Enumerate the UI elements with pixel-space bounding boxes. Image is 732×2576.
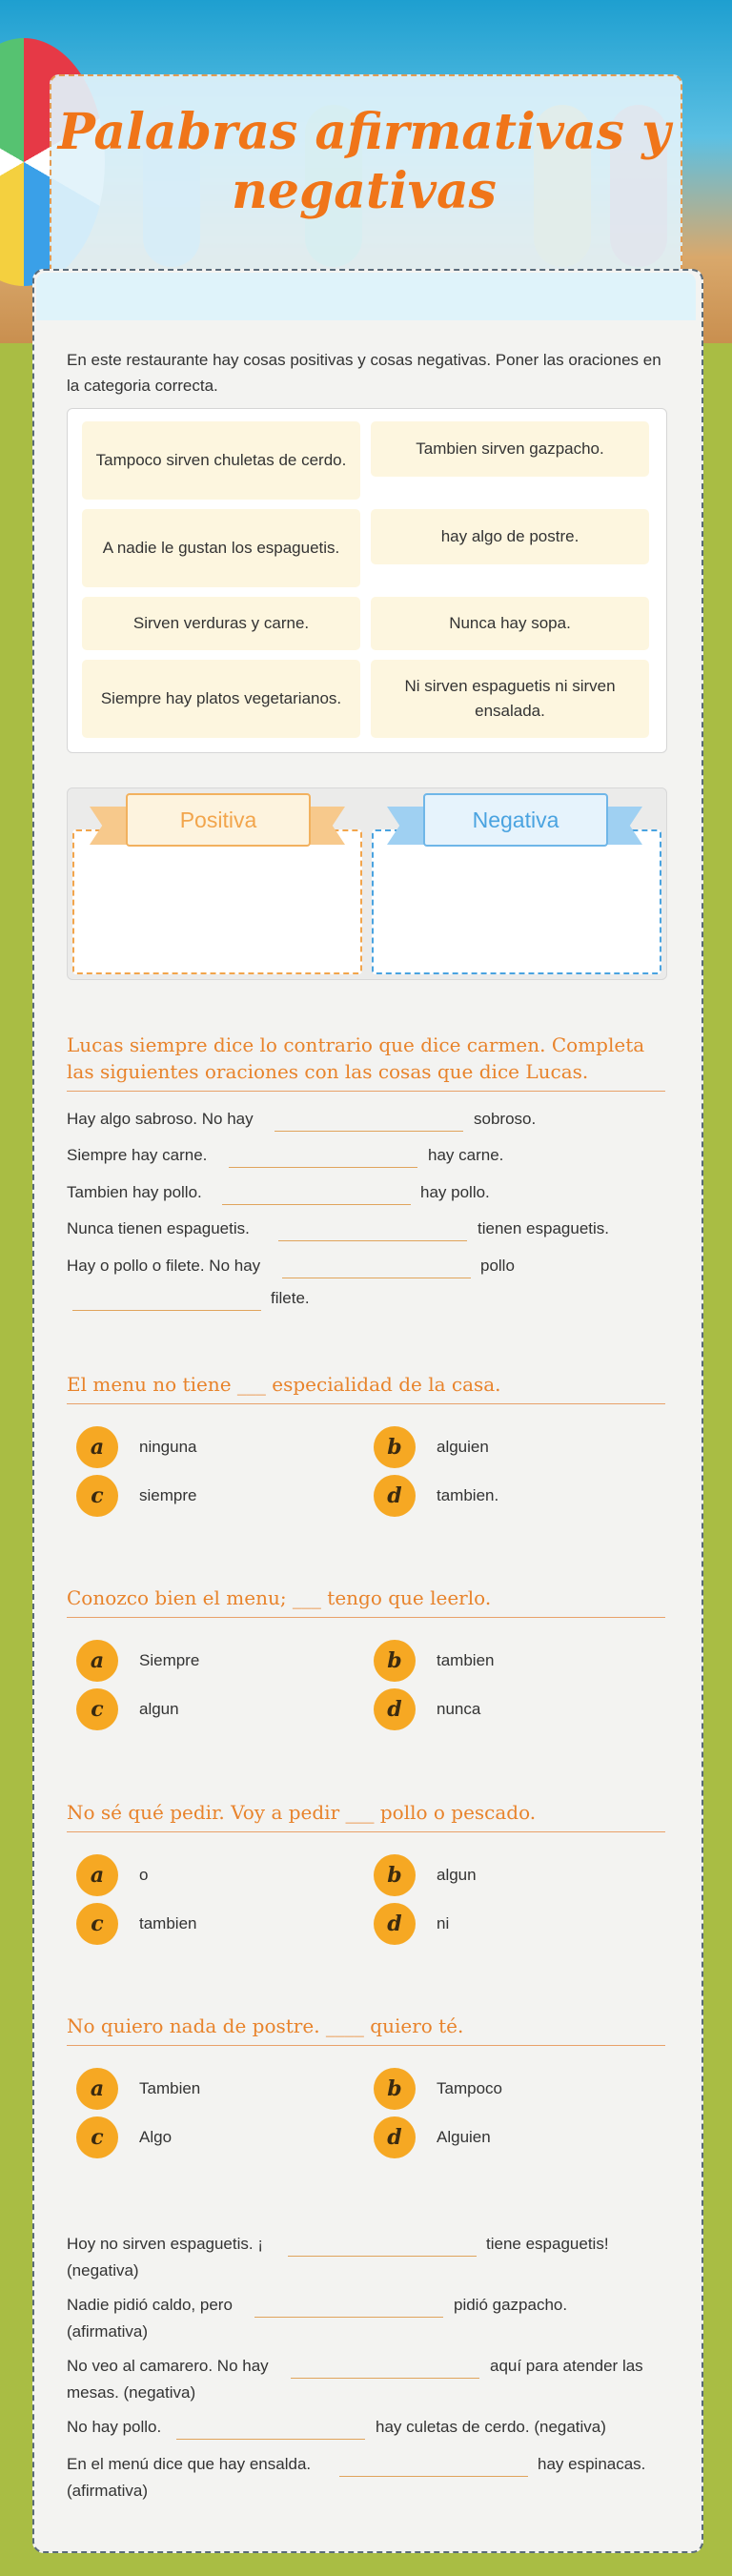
sentence-before: No veo al camarero. No hay	[67, 2357, 269, 2375]
question-title: El menu no tiene ___ especialidad de la casa.	[67, 1371, 665, 1404]
answer-option-d[interactable]	[374, 1475, 498, 1517]
sentence-after: hay culetas de cerdo. (negativa)	[376, 2418, 606, 2436]
option-letter: a	[76, 2068, 118, 2110]
sentence-after: hay carne.	[428, 1146, 504, 1164]
option-label: ni	[437, 1914, 450, 1932]
answer-blank[interactable]	[291, 2353, 479, 2379]
answer-option-c[interactable]	[76, 2116, 172, 2158]
sentence-after: (afirmativa)	[67, 2482, 149, 2500]
option-label: tambien.	[437, 1486, 499, 1504]
answer-option-d[interactable]	[374, 2116, 491, 2158]
question-title: No quiero nada de postre. ____ quiero té.	[67, 2013, 665, 2046]
option-label: Algo	[139, 2128, 173, 2146]
answer-blank[interactable]	[222, 1179, 411, 1205]
answer-blank[interactable]	[229, 1142, 417, 1168]
option-letter: c	[76, 1688, 118, 1730]
option-letter: c	[76, 1903, 118, 1945]
sentence-before: Siempre hay carne.	[67, 1146, 208, 1164]
option-letter: b	[374, 1854, 416, 1896]
answer-blank[interactable]	[176, 2414, 365, 2440]
category-label-positiva: Positiva	[126, 793, 311, 847]
answer-blank[interactable]	[72, 1285, 261, 1311]
option-label: nunca	[437, 1700, 481, 1718]
answer-option-b[interactable]	[374, 1640, 494, 1682]
drag-item[interactable]: A nadie le gustan los espaguetis.	[82, 509, 360, 587]
option-label: algun	[437, 1866, 477, 1884]
option-label: tambien	[437, 1651, 495, 1669]
option-label: Siempre	[139, 1651, 200, 1669]
sentence-after: mesas. (negativa)	[67, 2383, 196, 2402]
answer-option-c[interactable]	[76, 1903, 196, 1945]
answer-option-a[interactable]	[76, 1854, 148, 1896]
sentence-after: filete.	[271, 1289, 310, 1307]
answer-option-a[interactable]	[76, 1640, 199, 1682]
sentence-before: En el menú dice que hay ensalda.	[67, 2455, 312, 2473]
option-label: o	[139, 1866, 149, 1884]
drag-item[interactable]: Ni sirven espaguetis ni sirven ensalada.	[371, 660, 649, 738]
sentence-before: Nunca tienen espaguetis.	[67, 1219, 250, 1237]
question-title: No sé qué pedir. Voy a pedir ___ pollo o pescado.	[67, 1799, 665, 1832]
option-letter: c	[76, 1475, 118, 1517]
option-letter: a	[76, 1426, 118, 1468]
question-title: Conozco bien el menu; ___ tengo que leerlo.	[67, 1584, 665, 1618]
option-letter: d	[374, 1903, 416, 1945]
sentence-before: Tambien hay pollo.	[67, 1183, 202, 1201]
sentence-after: pidió gazpacho.	[454, 2296, 568, 2314]
drag-item[interactable]: Tambien sirven gazpacho.	[371, 421, 649, 477]
option-letter: b	[374, 1640, 416, 1682]
option-label: Alguien	[437, 2128, 491, 2146]
option-label: tambien	[139, 1914, 197, 1932]
answer-blank[interactable]	[274, 1106, 463, 1132]
sentence-after: tiene espaguetis!	[486, 2235, 609, 2253]
answer-option-b[interactable]	[374, 1426, 489, 1468]
fill-section-title: Lucas siempre dice lo contrario que dice carmen. Completa las siguientes oraciones con las cosas que dice Lucas.	[67, 1032, 665, 1092]
ribbon-positiva	[90, 793, 345, 848]
category-label-negativa: Negativa	[423, 793, 608, 847]
answer-blank[interactable]	[288, 2231, 477, 2257]
option-letter: a	[76, 1854, 118, 1896]
sentence-after: (afirmativa)	[67, 2322, 149, 2341]
sentence-after: hay pollo.	[420, 1183, 490, 1201]
answer-blank[interactable]	[254, 2292, 443, 2318]
sentence-before: No hay pollo.	[67, 2418, 162, 2436]
answer-option-b[interactable]	[374, 2068, 502, 2110]
dropzone-negativa[interactable]	[372, 829, 661, 974]
answer-option-a[interactable]	[76, 1426, 197, 1468]
option-label: Tambien	[139, 2079, 201, 2097]
answer-option-c[interactable]	[76, 1475, 196, 1517]
answer-blank[interactable]	[282, 1253, 471, 1278]
drag-item[interactable]: Nunca hay sopa.	[371, 597, 649, 650]
sentence-before: Hay o pollo o filete. No hay	[67, 1257, 261, 1275]
option-letter: c	[76, 2116, 118, 2158]
sentence-after: aquí para atender las	[490, 2357, 643, 2375]
sentence-after: tienen espaguetis.	[478, 1219, 609, 1237]
sentence-after: pollo	[480, 1257, 515, 1275]
answer-option-d[interactable]	[374, 1688, 480, 1730]
sentence-before: Hoy no sirven espaguetis. ¡	[67, 2235, 263, 2253]
sentence-after: hay espinacas.	[538, 2455, 646, 2473]
option-letter: b	[374, 1426, 416, 1468]
drag-item[interactable]: Siempre hay platos vegetarianos.	[82, 660, 360, 738]
answer-blank[interactable]	[278, 1216, 467, 1241]
answer-blank[interactable]	[339, 2451, 528, 2477]
drag-item[interactable]: hay algo de postre.	[371, 509, 649, 564]
instructions-text: En este restaurante hay cosas positivas y cosas negativas. Poner las oraciones en la categoria correcta.	[67, 351, 661, 395]
ribbon-negativa	[387, 793, 642, 848]
sentence-after: (negativa)	[67, 2261, 139, 2280]
panel-header	[36, 273, 696, 320]
option-label: siempre	[139, 1486, 197, 1504]
answer-option-d[interactable]	[374, 1903, 449, 1945]
option-label: algun	[139, 1700, 179, 1718]
sentence-before: Nadie pidió caldo, pero	[67, 2296, 233, 2314]
option-label: Tampoco	[437, 2079, 502, 2097]
page-title: Palabras afirmativas y negativas	[57, 103, 671, 220]
option-label: ninguna	[139, 1438, 197, 1456]
option-letter: b	[374, 2068, 416, 2110]
option-label: alguien	[437, 1438, 489, 1456]
option-letter: d	[374, 1475, 416, 1517]
drag-item[interactable]: Sirven verduras y carne.	[82, 597, 360, 650]
dropzone-positiva[interactable]	[72, 829, 362, 974]
answer-option-c[interactable]	[76, 1688, 179, 1730]
answer-option-b[interactable]	[374, 1854, 477, 1896]
sentence-before: Hay algo sabroso. No hay	[67, 1110, 254, 1128]
sentence-after: sobroso.	[474, 1110, 537, 1128]
option-letter: d	[374, 1688, 416, 1730]
option-letter: a	[76, 1640, 118, 1682]
option-letter: d	[374, 2116, 416, 2158]
answer-option-a[interactable]	[76, 2068, 200, 2110]
drag-item[interactable]: Tampoco sirven chuletas de cerdo.	[82, 421, 360, 500]
